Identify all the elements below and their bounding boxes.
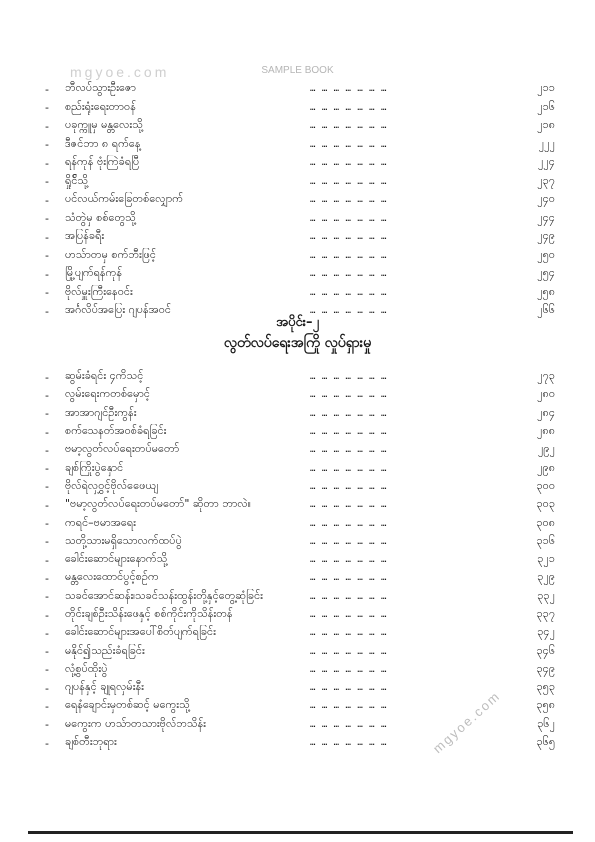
entry-leader-dots: … … … … … … … [310, 102, 387, 113]
entry-leader-dots: … … … … … … … [310, 250, 387, 261]
entry-leader-dots: … … … … … … … [310, 287, 387, 298]
toc-entry [45, 606, 555, 624]
toc-entry [45, 117, 555, 136]
entry-dash: - [45, 156, 49, 170]
entry-title: ဗိုလ်ရဲလှ၀ွှင့်ဗိုလ်ဖေေယျ [65, 478, 158, 492]
entry-page-number: ၂၄၉ [537, 229, 555, 243]
entry-page-number: ၂၂၄ [538, 155, 555, 169]
entry-dash: - [45, 82, 49, 96]
entry-leader-dots: … … … … … … … [310, 664, 387, 675]
entry-leader-dots: … … … … … … … [310, 176, 387, 187]
entry-page-number: ၂၉၈ [537, 460, 555, 474]
toc-entry [45, 173, 555, 192]
entry-page-number: ၂၅၀ [537, 247, 555, 261]
entry-title: သခင်အောင်ဆန်း၊သခင်သန်းထွန်းတို့နှင့်တွေ့ဆုံခြင်း [65, 588, 263, 602]
entry-dash: - [45, 553, 49, 567]
entry-leader-dots: … … … … … … … [310, 719, 387, 730]
bottom-rule [28, 831, 573, 834]
toc-entry [45, 191, 555, 210]
entry-dash: - [45, 608, 49, 622]
entry-dash: - [45, 388, 49, 402]
entry-leader-dots: … … … … … … … [310, 518, 387, 529]
entry-dash: - [45, 230, 49, 244]
entry-page-number: ၃၄၂ [537, 625, 555, 639]
toc-entry [45, 423, 555, 441]
entry-dash: - [45, 498, 49, 512]
entry-dash: - [45, 101, 49, 115]
entry-title: အပြန်ခရီး [65, 229, 105, 243]
entry-dash: - [45, 626, 49, 640]
entry-leader-dots: … … … … … … … [310, 427, 387, 438]
toc-entry [45, 210, 555, 229]
toc-entry [45, 514, 555, 532]
entry-page-number: ၂၆၆ [537, 303, 555, 317]
entry-leader-dots: … … … … … … … [310, 591, 387, 602]
entry-dash: - [45, 212, 49, 226]
entry-page-number: ၃၃၇ [536, 607, 555, 620]
entry-leader-dots: … … … … … … … [310, 445, 387, 456]
entry-leader-dots: … … … … … … … [310, 158, 387, 169]
entry-dash: - [45, 535, 49, 549]
entry-title: ခေါင်းဆောင်များနောက်သို့ [65, 552, 168, 566]
toc-entry [45, 679, 555, 697]
entry-leader-dots: … … … … … … … [310, 701, 387, 712]
entry-dash: - [45, 175, 49, 189]
entry-dash: - [45, 480, 49, 494]
toc-entry [45, 533, 555, 551]
toc-section-2 [45, 368, 555, 752]
entry-title: ရေနံချောင်းမှတစ်ဆင့် မကွေးသို့ [65, 698, 190, 712]
entry-title: သံတွဲမှ စစ်တွေသို့ [65, 210, 136, 224]
entry-title: လွမ်းရေးကတစ်မှောင့် [65, 387, 151, 401]
entry-dash: - [45, 590, 49, 604]
entry-title: မြို့ပျက်ရန်ကုန် [65, 266, 123, 280]
entry-title: လုံ့စွပ်ထိုးပွဲ [65, 661, 108, 675]
entry-leader-dots: … … … … … … … [310, 683, 387, 694]
entry-page-number: ၂၅၈ [537, 284, 555, 298]
toc-section-1 [45, 80, 555, 321]
entry-leader-dots: … … … … … … … [310, 573, 387, 584]
entry-leader-dots: … … … … … … … [310, 610, 387, 620]
entry-leader-dots: … … … … … … … [310, 372, 387, 383]
toc-entry [45, 459, 555, 477]
entry-page-number: ၂၈၄ [537, 405, 555, 419]
entry-dash: - [45, 119, 49, 133]
entry-title: ကရင်–ဗမာအရေး [65, 515, 136, 529]
entry-page-number: ၃၆၂ [537, 716, 555, 730]
entry-leader-dots: … … … … … … … [310, 738, 387, 749]
entry-page-number: ၃၀၃ [536, 497, 555, 511]
toc-entry [45, 405, 555, 423]
toc-entry [45, 386, 555, 404]
entry-title: ဆွမ်းခံရင်း ၄ကိသင့် [65, 369, 144, 383]
entry-page-number: ၂၄၄ [537, 210, 555, 224]
entry-dash: - [45, 443, 49, 457]
toc-entry [45, 624, 555, 642]
entry-title: မန္တလေးထောင်ပွင့်စဉ်က [65, 570, 159, 584]
toc-entry [45, 734, 555, 752]
entry-page-number: ၃၅၃ [536, 680, 555, 694]
entry-page-number: ၃၀၀ [536, 478, 555, 492]
entry-page-number: ၃၁၆ [536, 533, 555, 547]
entry-dash: - [45, 645, 49, 659]
entry-title: ရန်ကုန် ဗုံးကြဲခံရပြီ [65, 155, 140, 169]
entry-page-number: ၂၇၃ [537, 369, 555, 383]
entry-page-number: ၃၄၉ [536, 661, 555, 675]
entry-dash: - [45, 249, 49, 263]
entry-page-number: ၂၄၀ [537, 192, 555, 206]
entry-dash: - [45, 571, 49, 585]
entry-page-number: ၃၂၁ [537, 552, 555, 566]
entry-page-number: ၃၃၂ [537, 588, 555, 602]
entry-leader-dots: … … … … … … … [310, 269, 387, 280]
entry-leader-dots: … … … … … … … [310, 121, 387, 132]
entry-leader-dots: … … … … … … … [310, 232, 387, 243]
toc-entry [45, 368, 555, 386]
entry-title: ဒီဇင်ဘာ ၈ ရက်နေ့ [65, 136, 141, 150]
entry-dash: - [45, 517, 49, 531]
entry-page-number: ၂၁၆ [537, 99, 555, 113]
entry-dash: - [45, 462, 49, 476]
toc-entry [45, 569, 555, 587]
entry-dash: - [45, 407, 49, 421]
entry-dash: - [45, 370, 49, 384]
entry-leader-dots: … … … … … … … [310, 555, 387, 566]
entry-leader-dots: … … … … … … … [310, 500, 387, 511]
entry-title: မကွေးက ဟသ်ာတသားဗိုလ်ဘသိန်း [65, 716, 206, 730]
entry-leader-dots: … … … … … … … [310, 536, 387, 547]
entry-leader-dots: … … … … … … … [310, 84, 387, 95]
entry-dash: - [45, 138, 49, 152]
entry-title: ဂျပန်နှင့် ချုရလှမ်းနီး [65, 680, 144, 694]
entry-page-number: ၂၈၈ [537, 424, 555, 438]
entry-dash: - [45, 736, 49, 750]
entry-page-number: ၃၀၈ [536, 515, 555, 529]
entry-page-number: ၂၅၄ [537, 266, 555, 280]
entry-title: ချစ်တီးဘုရား [65, 735, 117, 749]
toc-entry [45, 284, 555, 303]
part-subtitle: လွတ်လပ်ရေးအကြို လှုပ်ရှားမှု [223, 335, 372, 351]
entry-title: "ဗမာ့လွတ်လပ်ရေးတပ်မတော်" ဆိုတာ ဘာလဲ။ [65, 497, 251, 511]
entry-title: ပခုက္ကူမှ မန္တလေးသို့ [65, 118, 143, 132]
entry-page-number: ၃၅၈ [536, 698, 555, 712]
toc-entry [45, 551, 555, 569]
watermark-top: mgyoe.com [70, 64, 170, 80]
entry-title: ဘီလပ်သွားဦးဇော [65, 81, 137, 95]
entry-leader-dots: … … … … … … … [310, 408, 387, 419]
entry-page-number: ၂၁၈ [537, 118, 555, 132]
entry-dash: - [45, 718, 49, 732]
entry-title: ချစ်ကြိုးပွဲနှောင် [65, 460, 124, 474]
entry-title: မနိုင်၍သည်းခံရခြင်း [65, 643, 145, 657]
entry-title: ဗိုလ်မှူးကြီးနေဝင်း [65, 284, 133, 298]
watermark-diagonal: mgyoe.com [430, 687, 504, 757]
entry-page-number: ၂၁၁ [537, 81, 555, 95]
sample-book-label: SAMPLE BOOK [261, 65, 334, 76]
entry-dash: - [45, 267, 49, 281]
entry-page-number: ၂၂၂ [538, 136, 555, 150]
toc-entry [45, 99, 555, 118]
toc-entry [45, 80, 555, 99]
entry-dash: - [45, 193, 49, 207]
toc-entry [45, 496, 555, 514]
entry-leader-dots: … … … … … … … [310, 139, 387, 150]
entry-dash: - [45, 681, 49, 695]
entry-title: စက်သေနတ်အဝစ်ခံရခြင်း [65, 424, 167, 438]
entry-title: ဟသ်ာတမှ စက်ဘီးဖြင့် [65, 247, 156, 261]
entry-leader-dots: … … … … … … … [310, 481, 387, 492]
entry-page-number: ၃၆၅ [536, 735, 555, 749]
entry-page-number: ၂၉၂ [538, 442, 555, 456]
entry-title: အာအာဂျင်ဦးကွန်း [65, 405, 137, 419]
entry-page-number: ၃၂၉ [537, 570, 555, 584]
toc-entry [45, 247, 555, 266]
toc-entry [45, 642, 555, 660]
toc-entry [45, 441, 555, 459]
entry-leader-dots: … … … … … … … [310, 195, 387, 206]
entry-title: စည်းရုံးရေးတာဝန် [65, 99, 136, 113]
toc-entry [45, 478, 555, 496]
entry-title: အင်္ဂလိပ်အပြေး ဂျပန်အဝင် [65, 303, 172, 317]
entry-page-number: ၂၈၀ [537, 387, 555, 401]
entry-title: ရှိုင်ိသို့ [65, 173, 89, 187]
entry-title: ဗမာ့လွတ်လပ်ရေးတပ်မတော် [65, 442, 180, 456]
toc-entry [45, 136, 555, 155]
toc-entry [45, 265, 555, 284]
part-title: အပိုင်း–၂ [276, 315, 319, 330]
entry-page-number: ၂၃၇ [537, 173, 555, 187]
toc-entry [45, 661, 555, 679]
entry-page-number: ၃၄၆ [536, 643, 555, 657]
entry-title: ပင်လယ်ကမ်းခြေတစ်လျှောက် [65, 192, 184, 206]
toc-entry [45, 228, 555, 247]
entry-leader-dots: … … … … … … … [310, 646, 387, 657]
entry-leader-dots: … … … … … … … [310, 390, 387, 401]
entry-dash: - [45, 663, 49, 677]
entry-dash: - [45, 699, 49, 713]
entry-leader-dots: … … … … … … … [310, 628, 387, 639]
toc-entry [45, 588, 555, 606]
entry-leader-dots: … … … … … … … [310, 306, 387, 317]
entry-title: တိုင်းချစ်ဦးသိန်းဖေနှင့် စစ်ကိုင်းကိုသိန်းတန် [65, 607, 233, 620]
entry-leader-dots: … … … … … … … [310, 213, 387, 224]
entry-title: ခေါင်းဆောင်များအပေါ်စိတ်ပျက်ရခြင်း [65, 625, 216, 639]
part-heading [0, 313, 595, 353]
entry-dash: - [45, 304, 49, 318]
toc-entry [45, 154, 555, 173]
entry-dash: - [45, 425, 49, 439]
entry-dash: - [45, 286, 49, 300]
entry-leader-dots: … … … … … … … [310, 463, 387, 474]
entry-title: သတို့သားမရှိသောလက်ထပ်ပွဲ [65, 533, 182, 547]
